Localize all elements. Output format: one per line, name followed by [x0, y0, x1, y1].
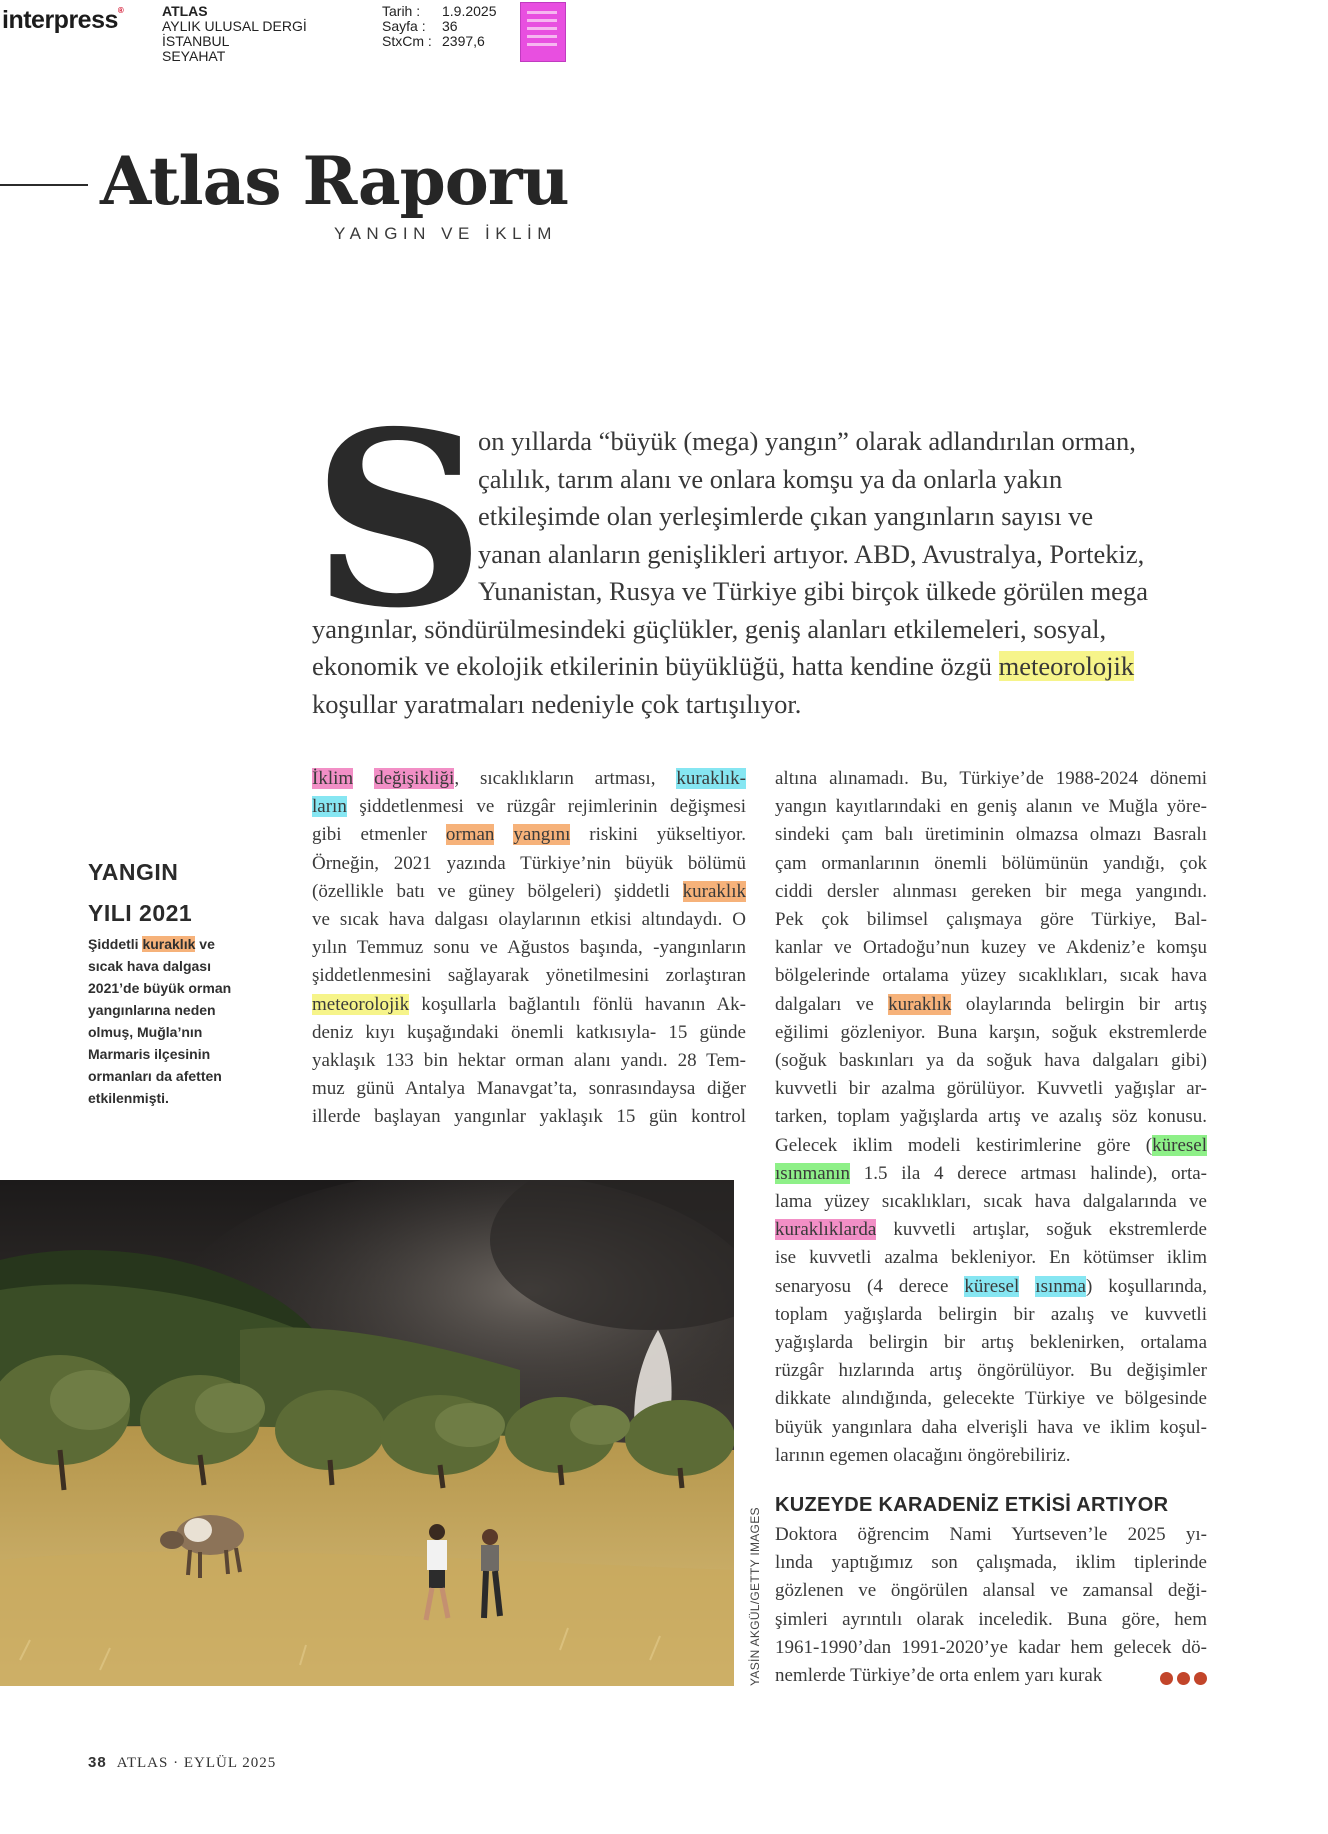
- text-run: tarken, toplam yağışlarda artış ve azalış söz konusu.: [775, 1106, 1207, 1128]
- text-run: ve sıcak hava dalgası olaylarının etkisi altındaydı. O: [312, 909, 746, 930]
- text-run: çalılık, tarım alanı ve onlara komşu ya da onlarla yakın: [478, 463, 1063, 494]
- text-run: yangın kayıtlarındaki en geniş alanın ve Muğla yöre-: [775, 796, 1207, 818]
- text-run: yağışlarda belirgin bir artış beklenirken, ortalama: [775, 1332, 1207, 1353]
- column-line: [312, 768, 746, 790]
- text-run: kanlar ve Ortadoğu’nun kuzey ve Akdeniz’e komşu: [775, 937, 1207, 959]
- column-line: [775, 1191, 1207, 1213]
- text-run: 2021’de büyük orman: [88, 980, 232, 996]
- highlighted-term: kuraklık-: [676, 768, 747, 789]
- text-run: sindeki çam balı üretiminin olmazsa olmazı Basralı: [775, 824, 1207, 846]
- text-run: [494, 824, 513, 845]
- section-line: [775, 1609, 1207, 1631]
- text-run: Örneğin, 2021 yazında Türkiye’nin büyük bölümü: [312, 852, 746, 874]
- column-line: [775, 994, 1207, 1016]
- page-number: 38: [88, 1754, 107, 1771]
- text-run: rüzgâr hızlarında artış öngörülüyor. Bu değişimler: [775, 1360, 1207, 1382]
- highlighted-term: değişikliği: [374, 768, 455, 789]
- brand-logo: interpress®: [2, 6, 124, 34]
- section-line: [775, 1665, 1207, 1687]
- clipping-meta: [382, 4, 497, 49]
- column-line: [775, 1247, 1207, 1269]
- section-line: [775, 1552, 1207, 1574]
- wildfire-scene-image: [0, 1180, 734, 1686]
- photo-credit: YASİN AKGÜL/GETTY IMAGES: [748, 1507, 762, 1686]
- column-line: [312, 853, 746, 875]
- sidebar-caption-line: [88, 1065, 238, 1087]
- section-line: [775, 1637, 1207, 1659]
- column-line: [775, 1417, 1207, 1439]
- drop-cap: S: [312, 379, 486, 661]
- text-run: ormanları da afetten: [88, 1068, 222, 1084]
- highlighted-term: küresel: [964, 1275, 1020, 1297]
- sidebar-caption-line: [88, 933, 238, 955]
- text-run: Pek çok bilimsel çalışmaya göre Türkiye, Bal-: [775, 909, 1207, 930]
- column-line: [775, 1106, 1207, 1128]
- text-run: riskini yükseltiyor.: [570, 824, 746, 846]
- column-line: [775, 1388, 1207, 1410]
- text-run: muz günü Antalya Manavgat’ta, sonrasındaysa diğer: [312, 1078, 746, 1100]
- text-run: dalgaları ve: [775, 993, 889, 1015]
- column-line: [775, 1304, 1207, 1326]
- section-line: [775, 1524, 1207, 1546]
- text-run: şiddetlenmesini sağlayarak yönetilmesini zorlaştıran: [312, 965, 746, 987]
- lead-line: [478, 464, 1062, 495]
- column-line: [312, 824, 746, 846]
- publication-name: ATLAS: [162, 3, 208, 19]
- text-run: (özellikle batı ve güney bölgeleri) şiddetli: [312, 880, 683, 902]
- column-line: [312, 1050, 746, 1072]
- publication-info: [162, 4, 307, 64]
- text-run: on yıllarda “büyük (mega) yangın” olarak adlandırılan orman,: [478, 426, 1136, 456]
- highlighted-term: kuraklık: [142, 936, 196, 952]
- publication-city: İSTANBUL: [162, 33, 230, 49]
- wildfire-photo: [0, 1180, 734, 1686]
- text-run: 1961-1990’dan 1991-2020’ye kadar hem gelecek dö-: [775, 1636, 1207, 1658]
- sidebar-heading-line: YANGIN: [88, 859, 179, 885]
- publication-category: SEYAHAT: [162, 48, 226, 64]
- issue-label: ATLAS · EYLÜL 2025: [116, 1755, 277, 1771]
- meta-key: Tarih :: [382, 3, 421, 19]
- column-line: [312, 1078, 746, 1100]
- text-run: büyük yangınlara daha elverişli hava ve iklim koşul-: [775, 1416, 1207, 1438]
- text-run: Yunanistan, Rusya ve Türkiye gibi birçok ülkede görülen mega: [478, 576, 1148, 606]
- text-run: larının egemen olacağını öngörebiliriz.: [775, 1444, 1071, 1466]
- text-run: illerde başlayan yangınlar yaklaşık 15 gün kontrol: [312, 1106, 746, 1128]
- text-run: etkilenmişti.: [88, 1090, 169, 1106]
- sidebar-caption-line: [88, 977, 238, 999]
- text-run: yanan alanların genişlikleri artıyor. ABD, Avustralya, Portekiz,: [478, 538, 1145, 569]
- text-run: altına alınamadı. Bu, Türkiye’de 1988-2024 dönemi: [775, 768, 1207, 789]
- text-run: 1.5 ila 4 derece artması halinde), orta-: [849, 1162, 1207, 1184]
- column-line: [775, 768, 1207, 790]
- clipping-header: [0, 0, 600, 64]
- page-subtitle: YANGIN VE İKLİM: [334, 224, 557, 243]
- text-run: ekonomik ve ekolojik etkilerinin büyüklüğü, hatta kendine özgü: [312, 651, 999, 681]
- text-run: toplam yağışlarda belirgin bir azalış ve kuvvetli: [775, 1303, 1207, 1325]
- highlighted-term: İklim: [312, 768, 354, 789]
- column-line: [775, 1050, 1207, 1072]
- text-run: Doktora öğrencim Nami Yurtseven’le 2025 yı-: [775, 1524, 1207, 1545]
- text-run: [1019, 1276, 1035, 1297]
- column-line: [312, 1106, 746, 1128]
- text-run: bölgelerinde ortalama yüzey sıcaklıkları, sıcak hava: [775, 965, 1207, 987]
- text-run: şiddetlenmesi ve rüzgâr rejimlerinin değişmesi: [346, 796, 746, 818]
- highlighted-term: küresel: [1152, 1134, 1207, 1156]
- column-line: [775, 1445, 1207, 1467]
- text-run: koşullar yaratmaları nedeniyle çok tartışılıyor.: [312, 688, 802, 719]
- column-line: [775, 1219, 1207, 1241]
- meta-value: 2397,6: [442, 33, 485, 49]
- sidebar-caption-line: [88, 1043, 238, 1065]
- lead-line: [312, 614, 1106, 645]
- column-line: [312, 1022, 746, 1044]
- highlighted-term: ısınmanın: [775, 1162, 850, 1184]
- text-run: , sıcaklıkların artması,: [454, 768, 677, 789]
- column-line: [312, 796, 746, 818]
- highlighted-term: kuraklık: [888, 993, 952, 1015]
- column-line: [775, 1360, 1207, 1382]
- text-run: deniz kıyı kuşağındaki önemli katkısıyla- 15 günde: [312, 1021, 746, 1043]
- column-line: [775, 1135, 1207, 1157]
- column-line: [775, 1022, 1207, 1044]
- section-line: [775, 1580, 1207, 1602]
- text-run: sıcak hava dalgası: [88, 958, 211, 974]
- highlighted-term: kuraklıklarda: [775, 1219, 877, 1241]
- dot: [1194, 1672, 1207, 1685]
- page-thumbnail[interactable]: [520, 2, 566, 62]
- section-heading: KUZEYDE KARADENİZ ETKİSİ ARTIYOR: [775, 1494, 1169, 1516]
- text-run: dikkate alındığında, gelecekte Türkiye ve bölgesinde: [775, 1388, 1207, 1410]
- text-run: gibi etmenler: [312, 824, 446, 846]
- continue-dots: [1160, 1672, 1207, 1685]
- sidebar-caption-line: [88, 999, 238, 1021]
- sidebar-caption: [88, 933, 238, 1109]
- page-title: Atlas Raporu: [100, 142, 569, 220]
- highlighted-term: meteorolojik: [312, 993, 410, 1015]
- lead-line: [478, 501, 1093, 532]
- column-line: [312, 965, 746, 987]
- meta-value: 36: [442, 18, 458, 34]
- text-run: lama yüzey sıcaklıkları, sıcak hava dalgalarında ve: [775, 1191, 1207, 1212]
- text-run: senaryosu (4 derece: [775, 1275, 965, 1297]
- column-line: [312, 937, 746, 959]
- column-line: [775, 965, 1207, 987]
- highlighted-term: ısınma: [1035, 1275, 1086, 1297]
- title-rule: [0, 184, 88, 186]
- column-line: [775, 1332, 1207, 1354]
- lead-line: [312, 651, 1134, 682]
- text-run: lında yaptığımız son çalışmada, iklim tiplerinde: [775, 1552, 1207, 1574]
- text-run: yangınlarına neden: [88, 1002, 216, 1018]
- highlighted-term: orman: [445, 824, 495, 846]
- sidebar-caption-line: [88, 955, 238, 977]
- meta-value: 1.9.2025: [442, 3, 497, 19]
- text-run: olaylarında belirgin bir artış: [951, 993, 1207, 1015]
- lead-line: [312, 689, 801, 720]
- text-run: koşullarla bağlantılı fönlü havanın Ak-: [409, 993, 746, 1015]
- text-run: etkileşimde olan yerleşimlerde çıkan yangınların sayısı ve: [478, 501, 1094, 531]
- publication-frequency: AYLIK ULUSAL DERGİ: [162, 18, 307, 34]
- lead-line: [478, 426, 1136, 457]
- lead-line: [478, 539, 1144, 570]
- meta-key: StxCm :: [382, 33, 432, 49]
- text-run: gözlenen ve öngörülen alansal ve zamansal deği-: [775, 1580, 1207, 1602]
- highlighted-term: ların: [312, 796, 347, 818]
- column-line: [775, 824, 1207, 846]
- text-run: olmuş, Muğla’nın: [88, 1024, 203, 1040]
- highlighted-term: yangını: [513, 824, 571, 846]
- sidebar-caption-line: [88, 1021, 238, 1043]
- text-run: ) koşullarında,: [1085, 1275, 1207, 1297]
- text-run: yangınlar, söndürülmesindeki güçlükler, geniş alanları etkilemeleri, sosyal,: [312, 613, 1107, 644]
- dot: [1160, 1672, 1173, 1685]
- column-line: [775, 937, 1207, 959]
- text-run: Marmaris ilçesinin: [88, 1046, 211, 1062]
- column-line: [775, 909, 1207, 931]
- sidebar-caption-line: [88, 1087, 238, 1109]
- text-run: kuvvetli artışlar, soğuk ekstremlerde: [876, 1219, 1207, 1241]
- text-run: çam ormanlarının önemli bölümünün yandığı, çok: [775, 852, 1207, 874]
- highlighted-term: kuraklık: [682, 880, 746, 902]
- text-run: Şiddetli: [88, 936, 143, 952]
- sidebar-heading-line: YILI 2021: [88, 900, 193, 926]
- column-line: [775, 853, 1207, 875]
- column-line: [312, 909, 746, 931]
- text-run: nemlerde Türkiye’de orta enlem yarı kurak: [775, 1665, 1103, 1686]
- text-run: ise kuvvetli azalma bekleniyor. En kötümser iklim: [775, 1247, 1207, 1269]
- column-line: [775, 1276, 1207, 1298]
- text-run: kuvvetli bir azalma görülüyor. Kuvvetli yağışlar ar-: [775, 1078, 1207, 1100]
- text-run: ve: [195, 936, 215, 952]
- meta-key: Sayfa :: [382, 18, 426, 34]
- column-line: [312, 994, 746, 1016]
- page-footer: [88, 1754, 276, 1772]
- column-line: [775, 1078, 1207, 1100]
- highlighted-term: meteorolojik: [998, 651, 1135, 681]
- column-line: [775, 796, 1207, 818]
- text-run: yılın Temmuz sonu ve Ağustos başında, -yangınların: [312, 937, 746, 959]
- text-run: eğilimi gözleniyor. Buna karşın, soğuk ekstremlerde: [775, 1021, 1207, 1043]
- text-run: (soğuk baskınları ya da soğuk hava dalgaları gibi): [775, 1050, 1207, 1071]
- text-run: ciddi dersler alınması gereken bir mega yangındı.: [775, 880, 1207, 902]
- sidebar-heading: [88, 852, 192, 934]
- dot: [1177, 1672, 1190, 1685]
- column-line: [775, 1163, 1207, 1185]
- text-run: [353, 768, 374, 789]
- text-run: yaklaşık 133 bin hektar orman alanı yandı. 28 Tem-: [312, 1050, 746, 1071]
- lead-line: [478, 576, 1148, 607]
- column-line: [775, 881, 1207, 903]
- text-run: Gelecek iklim modeli kestirimlerine göre (: [775, 1134, 1153, 1156]
- text-run: şimleri ayrıntılı olarak inceledik. Buna göre, hem: [775, 1608, 1207, 1630]
- column-line: [312, 881, 746, 903]
